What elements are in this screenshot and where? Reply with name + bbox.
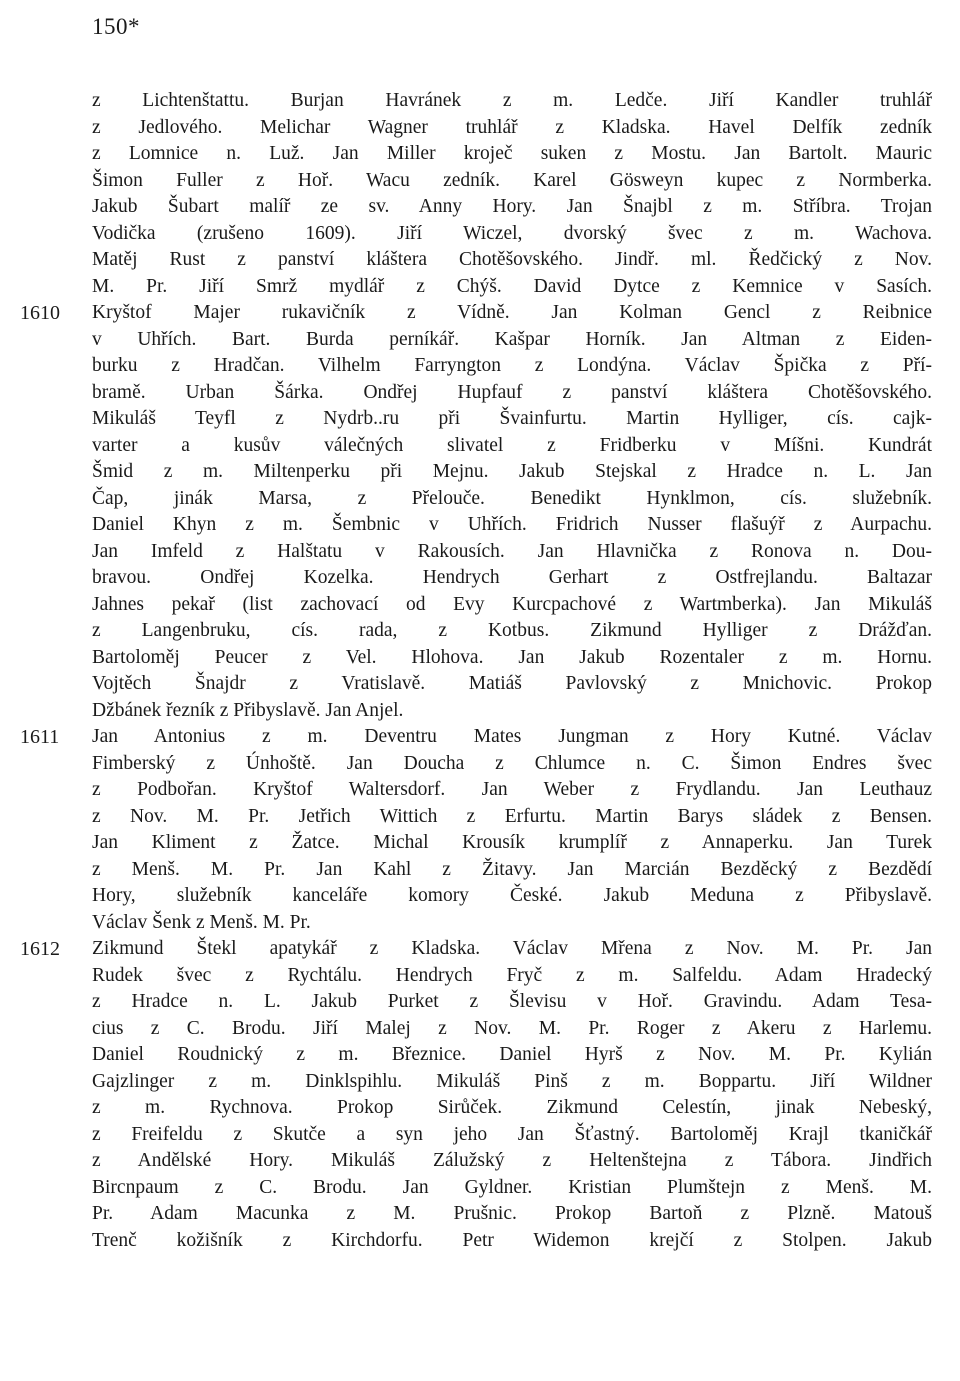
text-line [92, 618, 932, 645]
line-text: Jan Imfeld z Halštatu v Rakousích. Jan Hlavnička z Ronova n. Dou- [92, 540, 932, 562]
line-text: Zikmund Štekl apatykář z Kladska. Václav Mřena z Nov. M. Pr. Jan [92, 938, 932, 959]
text-line [92, 1016, 932, 1043]
line-text: M. Pr. Jiří Smrž mydlář z Chýš. David Dytce z Kemnice v Sasích. [92, 275, 932, 297]
text-line [92, 645, 932, 672]
text-line [92, 247, 932, 274]
text-line [92, 459, 932, 486]
text-line [92, 910, 932, 937]
line-text: Trenč kožišník z Kirchdorfu. Petr Widemon krejčí z Stolpen. Jakub [92, 1229, 932, 1251]
text-line [92, 194, 932, 221]
text-line [92, 115, 932, 142]
line-text: Džbánek řezník z Přibyslavě. Jan Anjel. [92, 699, 404, 721]
line-text: Bircnpaum z C. Brodu. Jan Gyldner. Kristian Plumštejn z Menš. M. [92, 1176, 932, 1198]
text-line [92, 592, 932, 619]
line-text: Jahnes pekař (list zachovací od Evy Kurcpachové z Wartmberka). Jan Mikuláš [92, 593, 932, 615]
line-text: Šmid z m. Miltenperku při Mejnu. Jakub Stejskal z Hradce n. L. Jan [92, 461, 932, 482]
text-line [92, 88, 932, 115]
text-line [92, 1148, 932, 1175]
line-text: Gajzlinger z m. Dinklspihlu. Mikuláš Pinš z m. Boppartu. Jiří Wildner [92, 1070, 932, 1092]
line-text: Mikuláš Teyfl z Nydrb..ru při Švainfurtu. Martin Hylliger, cís. cajk- [92, 408, 932, 429]
text-line [92, 963, 932, 990]
line-text: Rudek švec z Rychtálu. Hendrych Fryč z m. Salfeldu. Adam Hradecký [92, 964, 932, 986]
line-text: Václav Šenk z Menš. M. Pr. [92, 911, 311, 933]
line-text: z Lomnice n. Luž. Jan Miller kroječ suken z Mostu. Jan Bartolt. Mauric [92, 143, 932, 164]
line-text: Jan Antonius z m. Deventru Mates Jungman z Hory Kutné. Václav [92, 726, 932, 747]
text-line [92, 565, 932, 592]
line-text: Kryštof Majer rukavičník z Vídně. Jan Kolman Gencl z Reibnice [92, 302, 932, 323]
text-line [20, 724, 932, 751]
line-text: z Andělské Hory. Mikuláš Zálužský z Heltenštejna z Tábora. Jindřich [92, 1150, 932, 1171]
text-line [92, 406, 932, 433]
line-text: z m. Rychnova. Prokop Sirůček. Zikmund Celestín, jinak Nebeský, [92, 1097, 932, 1118]
text-line [92, 168, 932, 195]
text-line [92, 830, 932, 857]
text-line [92, 141, 932, 168]
text-line [92, 671, 932, 698]
text-line [92, 353, 932, 380]
text-block [20, 88, 932, 1254]
line-text: Šimon Fuller z Hoř. Wacu zedník. Karel Gösweyn kupec z Normberka. [92, 169, 932, 191]
text-line [92, 274, 932, 301]
line-text: Matěj Rust z panství kláštera Chotěšovského. Jindř. ml. Ředčický z Nov. [92, 249, 932, 270]
line-text: Hory, služebník kanceláře komory České. Jakub Meduna z Přibyslavě. [92, 885, 932, 906]
text-line [20, 300, 932, 327]
text-line [92, 989, 932, 1016]
text-line [20, 936, 932, 963]
line-text: z Hradce n. L. Jakub Purket z Šlevisu v Hoř. Gravindu. Adam Tesa- [92, 991, 932, 1012]
line-text: Daniel Khyn z m. Šembnic v Uhřích. Fridrich Nusser flašuýř z Aurpachu. [92, 514, 932, 535]
text-line [92, 804, 932, 831]
line-text: Fimberský z Únhoště. Jan Doucha z Chlumce n. C. Šimon Endres švec [92, 752, 932, 774]
text-line [92, 777, 932, 804]
line-text: z Podbořan. Kryštof Waltersdorf. Jan Weber z Frydlandu. Jan Leuthauz [92, 779, 932, 800]
text-line [92, 857, 932, 884]
line-text: Čap, jinák Marsa, z Přelouče. Benedikt Hynklmon, cís. služebník. [92, 487, 932, 509]
text-line [92, 751, 932, 778]
text-line [92, 221, 932, 248]
line-text: Vojtěch Šnajdr z Vratislavě. Matiáš Pavlovský z Mnichovic. Prokop [92, 673, 932, 694]
text-line [92, 1042, 932, 1069]
line-text: Jakub Šubart malíř ze sv. Anny Hory. Jan Šnajbl z m. Stříbra. Trojan [92, 196, 932, 217]
text-line [92, 1069, 932, 1096]
page-number: 150* [92, 14, 140, 39]
line-text: varter a kusův válečných slivatel z Fridberku v Míšni. Kundrát [92, 434, 932, 456]
line-text: cius z C. Brodu. Jiří Malej z Nov. M. Pr. Roger z Akeru z Harlemu. [92, 1017, 932, 1039]
text-line [92, 512, 932, 539]
line-text: z Langenbruku, cís. rada, z Kotbus. Zikmund Hylliger z Drážďan. [92, 620, 932, 641]
line-text: burku z Hradčan. Vilhelm Farryngton z Londýna. Václav Špička z Pří- [92, 355, 932, 376]
text-line [92, 1201, 932, 1228]
line-text: z Nov. M. Pr. Jetřich Wittich z Erfurtu. Martin Barys sládek z Bensen. [92, 805, 932, 827]
line-text: Daniel Roudnický z m. Březnice. Daniel Hyrš z Nov. M. Pr. Kylián [92, 1044, 932, 1065]
line-text: Vodička (zrušeno 1609). Jiří Wiczel, dvorský švec z m. Wachova. [92, 222, 932, 244]
text-line [92, 1228, 932, 1255]
text-line [92, 1175, 932, 1202]
line-text: bravou. Ondřej Kozelka. Hendrych Gerhart z Ostfrejlandu. Baltazar [92, 567, 932, 588]
text-line [92, 698, 932, 725]
line-text: bramě. Urban Šárka. Ondřej Hupfauf z panství kláštera Chotěšovského. [92, 381, 932, 403]
text-line [92, 1122, 932, 1149]
year-marker: 1611 [20, 726, 60, 748]
line-text: z Menš. M. Pr. Jan Kahl z Žitavy. Jan Marcián Bezděcký z Bezdědí [92, 858, 932, 880]
text-line [92, 327, 932, 354]
text-line [92, 883, 932, 910]
year-marker: 1612 [20, 938, 60, 960]
text-line [92, 380, 932, 407]
line-text: z Lichtenštattu. Burjan Havránek z m. Ledče. Jiří Kandler truhlář [92, 90, 932, 111]
line-text: Jan Kliment z Žatce. Michal Krousík krumplíř z Annaperku. Jan Turek [92, 832, 932, 853]
text-line [92, 1095, 932, 1122]
line-text: z Jedlového. Melichar Wagner truhlář z Kladska. Havel Delfík zedník [92, 116, 932, 138]
line-text: v Uhřích. Bart. Burda perníkář. Kašpar Horník. Jan Altman z Eiden- [92, 328, 932, 350]
line-text: Bartoloměj Peucer z Vel. Hlohova. Jan Jakub Rozentaler z m. Hornu. [92, 646, 932, 668]
text-line [92, 539, 932, 566]
text-line [92, 486, 932, 513]
year-marker: 1610 [20, 302, 60, 324]
line-text: z Freifeldu z Skutče a syn jeho Jan Šťastný. Bartoloměj Krajl tkaničkář [92, 1123, 932, 1145]
line-text: Pr. Adam Macunka z M. Prušnic. Prokop Bartoň z Plzně. Matouš [92, 1203, 932, 1224]
text-line [92, 433, 932, 460]
